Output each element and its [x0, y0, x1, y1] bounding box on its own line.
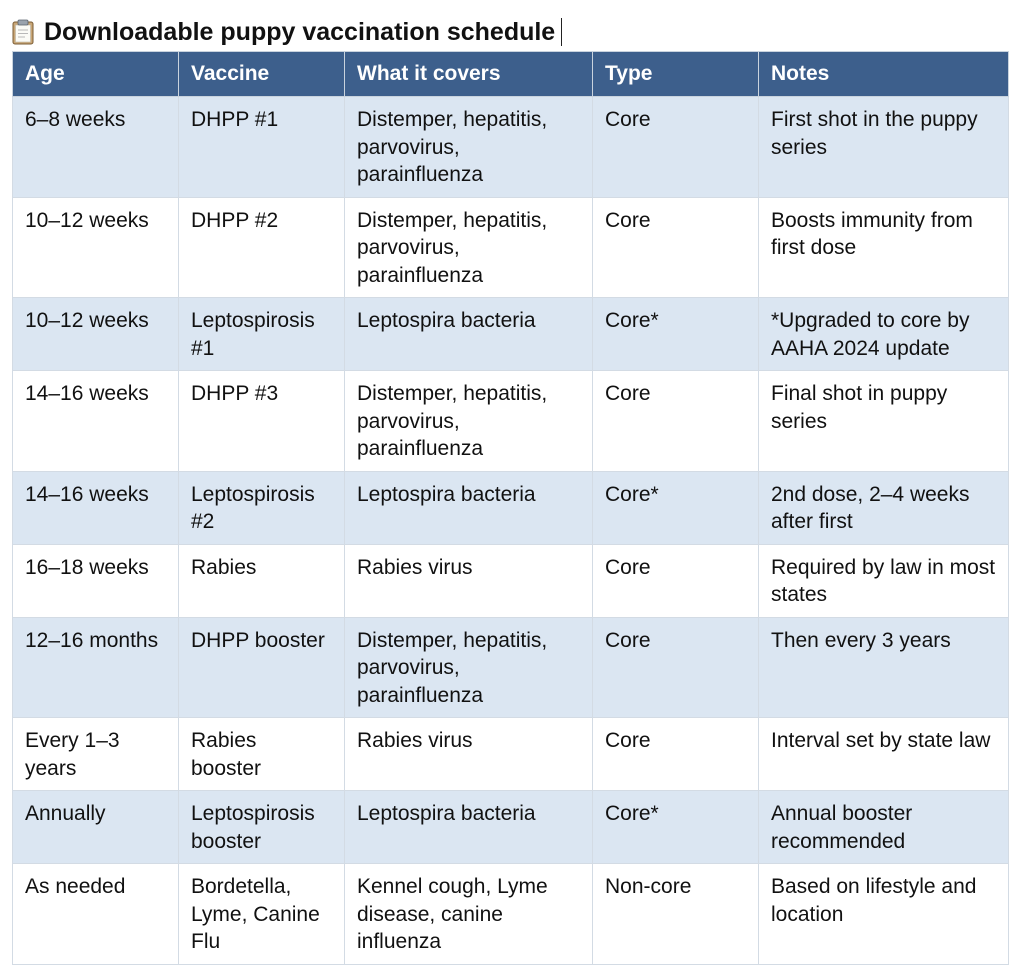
- cell-notes: First shot in the puppy series: [759, 97, 1009, 198]
- cell-age: 14–16 weeks: [13, 371, 179, 472]
- table-row: [13, 298, 1009, 371]
- table-row: [13, 544, 1009, 617]
- cell-age: 10–12 weeks: [13, 197, 179, 298]
- vaccination-schedule-table: [12, 51, 1009, 965]
- cell-type: Core: [593, 544, 759, 617]
- column-header-age: Age: [13, 52, 179, 97]
- cell-age: 14–16 weeks: [13, 471, 179, 544]
- cell-covers: Distemper, hepatitis, parvovirus, parainfluenza: [345, 197, 593, 298]
- clipboard-icon: [12, 19, 34, 45]
- cell-covers: Rabies virus: [345, 544, 593, 617]
- cell-type: Core*: [593, 791, 759, 864]
- cell-covers: Distemper, hepatitis, parvovirus, parainfluenza: [345, 97, 593, 198]
- table-header-row: [13, 52, 1009, 97]
- cell-notes: Final shot in puppy series: [759, 371, 1009, 472]
- cell-notes: Required by law in most states: [759, 544, 1009, 617]
- table-row: [13, 97, 1009, 198]
- cell-type: Core: [593, 97, 759, 198]
- cell-age: Annually: [13, 791, 179, 864]
- cell-vaccine: Rabies: [179, 544, 345, 617]
- section-heading: [12, 12, 562, 52]
- cell-covers: Kennel cough, Lyme disease, canine influenza: [345, 864, 593, 965]
- cell-age: 16–18 weeks: [13, 544, 179, 617]
- cell-notes: Boosts immunity from first dose: [759, 197, 1009, 298]
- cell-type: Core: [593, 617, 759, 718]
- column-header-vaccine: Vaccine: [179, 52, 345, 97]
- cell-vaccine: DHPP #3: [179, 371, 345, 472]
- cell-vaccine: Leptospirosis #2: [179, 471, 345, 544]
- page-title: Downloadable puppy vaccination schedule: [44, 17, 556, 46]
- table-row: [13, 791, 1009, 864]
- table-row: [13, 718, 1009, 791]
- cell-vaccine: Rabies booster: [179, 718, 345, 791]
- column-header-covers: What it covers: [345, 52, 593, 97]
- column-header-notes: Notes: [759, 52, 1009, 97]
- cell-vaccine: Leptospirosis booster: [179, 791, 345, 864]
- cell-type: Core*: [593, 298, 759, 371]
- cell-vaccine: Bordetella, Lyme, Canine Flu: [179, 864, 345, 965]
- table-row: [13, 864, 1009, 965]
- cell-covers: Distemper, hepatitis, parvovirus, parainfluenza: [345, 617, 593, 718]
- cell-covers: Distemper, hepatitis, parvovirus, parainfluenza: [345, 371, 593, 472]
- cell-age: 12–16 months: [13, 617, 179, 718]
- cell-age: Every 1–3 years: [13, 718, 179, 791]
- cell-vaccine: DHPP booster: [179, 617, 345, 718]
- cell-covers: Leptospira bacteria: [345, 791, 593, 864]
- text-cursor: [561, 18, 562, 46]
- cell-notes: 2nd dose, 2–4 weeks after first: [759, 471, 1009, 544]
- cell-age: 6–8 weeks: [13, 97, 179, 198]
- cell-notes: Then every 3 years: [759, 617, 1009, 718]
- cell-type: Core: [593, 371, 759, 472]
- cell-notes: Based on lifestyle and location: [759, 864, 1009, 965]
- table-row: [13, 617, 1009, 718]
- cell-age: As needed: [13, 864, 179, 965]
- cell-covers: Leptospira bacteria: [345, 298, 593, 371]
- table-row: [13, 471, 1009, 544]
- cell-vaccine: DHPP #2: [179, 197, 345, 298]
- cell-type: Non-core: [593, 864, 759, 965]
- column-header-type: Type: [593, 52, 759, 97]
- cell-notes: *Upgraded to core by AAHA 2024 update: [759, 298, 1009, 371]
- cell-age: 10–12 weeks: [13, 298, 179, 371]
- cell-type: Core: [593, 718, 759, 791]
- cell-notes: Interval set by state law: [759, 718, 1009, 791]
- table-row: [13, 197, 1009, 298]
- cell-type: Core: [593, 197, 759, 298]
- cell-type: Core*: [593, 471, 759, 544]
- cell-vaccine: DHPP #1: [179, 97, 345, 198]
- cell-covers: Rabies virus: [345, 718, 593, 791]
- table-row: [13, 371, 1009, 472]
- cell-covers: Leptospira bacteria: [345, 471, 593, 544]
- cell-vaccine: Leptospirosis #1: [179, 298, 345, 371]
- cell-notes: Annual booster recommended: [759, 791, 1009, 864]
